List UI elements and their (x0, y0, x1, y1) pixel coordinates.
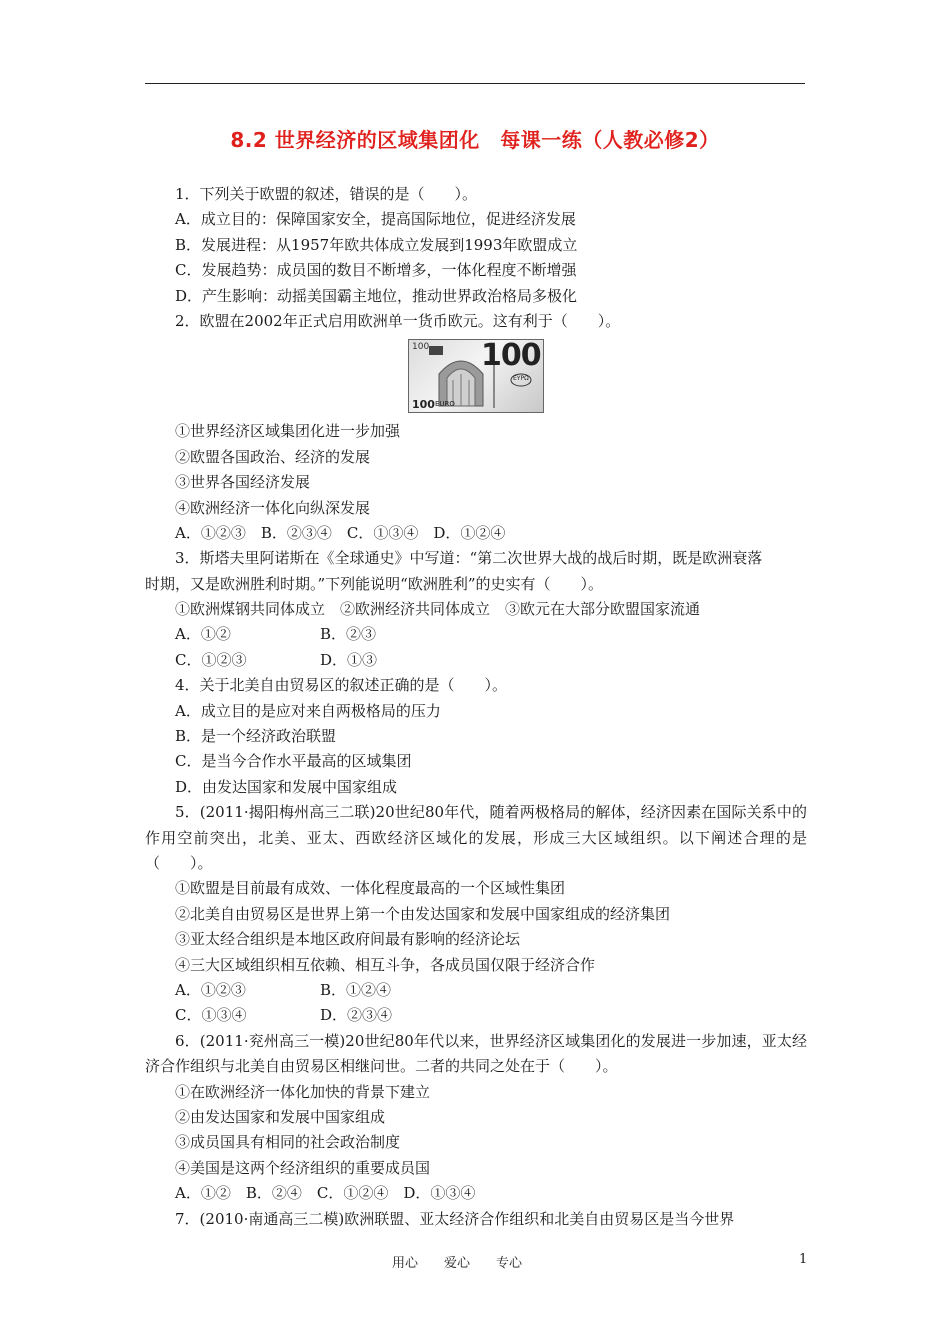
question-5-option-b: B．①②④ (320, 980, 392, 999)
question-4-stem: 4．关于北美自由贸易区的叙述正确的是（ ）。 (175, 676, 508, 695)
question-1-option-d: D．产生影响：动摇美国霸主地位，推动世界政治格局多极化 (175, 286, 578, 305)
footer-motto: 用心 爱心 专心 (392, 1256, 523, 1271)
question-4-option-a: A．成立目的是应对来自两极格局的压力 (175, 701, 441, 720)
question-6-answers: A．①② B．②④ C．①②④ D．①③④ (175, 1184, 476, 1203)
question-5-option-d: D．②③④ (320, 1006, 393, 1025)
euro-banknote-figure (145, 336, 807, 416)
page-number: 1 (799, 1252, 808, 1267)
question-4-option-d: D．由发达国家和发展中国家组成 (175, 777, 398, 796)
question-2-answers: A．①②③ B．②③④ C．①③④ D．①②④ (175, 523, 506, 542)
question-5-stem: 5．(2011·揭阳梅州高三二联)20世纪80年代，随着两极格局的解体，经济因素在国际关系中的作用空前突出，北美、亚太、西欧经济区域化的发展，形成三大区域组织。以下阐述合理的是（ ）。 (145, 803, 807, 873)
question-5-item-4: ④三大区域组织相互依赖、相互斗争，各成员国仅限于经济合作 (175, 955, 596, 974)
banknote-corner-bottom-left: 100 (412, 398, 435, 412)
question-6-item-4: ④美国是这两个经济组织的重要成员国 (175, 1158, 431, 1177)
question-2-item-3: ③世界各国经济发展 (175, 473, 311, 492)
banknote-euro-text: EURO (435, 400, 455, 409)
banknote-value: 100 (481, 338, 541, 374)
question-5-answers-row-2 (145, 1003, 807, 1028)
question-5-item-3: ③亚太经合组织是本地区政府间最有影响的经济论坛 (175, 930, 521, 949)
question-3-answers-row-1 (145, 622, 807, 647)
question-5-answers-row-1 (145, 978, 807, 1003)
question-2-item-4: ④欧洲经济一体化向纵深发展 (175, 498, 371, 517)
question-3-option-c: C．①②③ (175, 650, 247, 669)
question-5-option-a: A．①②③ (175, 980, 246, 999)
question-3-option-b: B．②③ (320, 625, 377, 644)
question-1-option-a: A．成立目的：保障国家安全，提高国际地位，促进经济发展 (175, 210, 576, 229)
question-2-item-1: ①世界经济区域集团化进一步加强 (175, 422, 401, 441)
question-5-item-2: ②北美自由贸易区是世界上第一个由发达国家和发展中国家组成的经济集团 (175, 904, 671, 923)
page-title: 8.2 世界经济的区域集团化 每课一练（人教必修2） (230, 128, 720, 152)
banknote-seal-text: EYPΩ (513, 375, 529, 383)
question-6-item-3: ③成员国具有相同的社会政治制度 (175, 1133, 401, 1152)
euro-100-banknote-image (408, 339, 544, 413)
exercise-body (145, 182, 807, 1232)
question-2-stem: 2．欧盟在2002年正式启用欧洲单一货币欧元。这有利于（ ）。 (175, 311, 621, 330)
header-rule (145, 83, 805, 84)
question-1-option-b: B．发展进程：从1957年欧共体成立发展到1993年欧盟成立 (175, 235, 578, 254)
question-2-item-2: ②欧盟各国政治、经济的发展 (175, 447, 371, 466)
question-3-option-a: A．①② (175, 625, 231, 644)
question-1-stem: 1．下列关于欧盟的叙述，错误的是（ ）。 (175, 185, 478, 203)
question-4-option-c: C．是当今合作水平最高的区域集团 (175, 752, 412, 771)
question-1-option-c: C．发展趋势：成员国的数目不断增多，一体化程度不断增强 (175, 261, 577, 280)
question-3-stem-line-1: 3．斯塔夫里阿诺斯在《全球通史》中写道：“第二次世界大战的战后时期，既是欧洲衰落 (175, 549, 763, 568)
question-3-items: ①欧洲煤钢共同体成立 ②欧洲经济共同体成立 ③欧元在大部分欧盟国家流通 (175, 600, 701, 619)
question-6-item-2: ②由发达国家和发展中国家组成 (175, 1107, 386, 1126)
banknote-corner-top-left: 100 (412, 342, 430, 353)
question-5-item-1: ①欧盟是目前最有成效、一体化程度最高的一个区域性集团 (175, 879, 566, 898)
question-6-stem: 6．(2011·兖州高三一模)20世纪80年代以来，世界经济区域集团化的发展进一步加速，亚太经济合作组织与北美自由贸易区相继问世。二者的共同之处在于（ ）。 (145, 1031, 807, 1076)
question-3-option-d: D．①③ (320, 650, 378, 669)
question-7-stem: 7．(2010·南通高三二模)欧洲联盟、亚太经济合作组织和北美自由贸易区是当今世界 (175, 1209, 735, 1228)
question-6-item-1: ①在欧洲经济一体化加快的背景下建立 (175, 1082, 431, 1101)
question-4-option-b: B．是一个经济政治联盟 (175, 727, 337, 746)
question-3-stem-line-2: 时期，又是欧洲胜利时期。”下列能说明“欧洲胜利”的史实有（ ）。 (145, 574, 604, 593)
question-3-answers-row-2 (145, 648, 807, 673)
question-5-option-c: C．①③④ (175, 1006, 247, 1025)
